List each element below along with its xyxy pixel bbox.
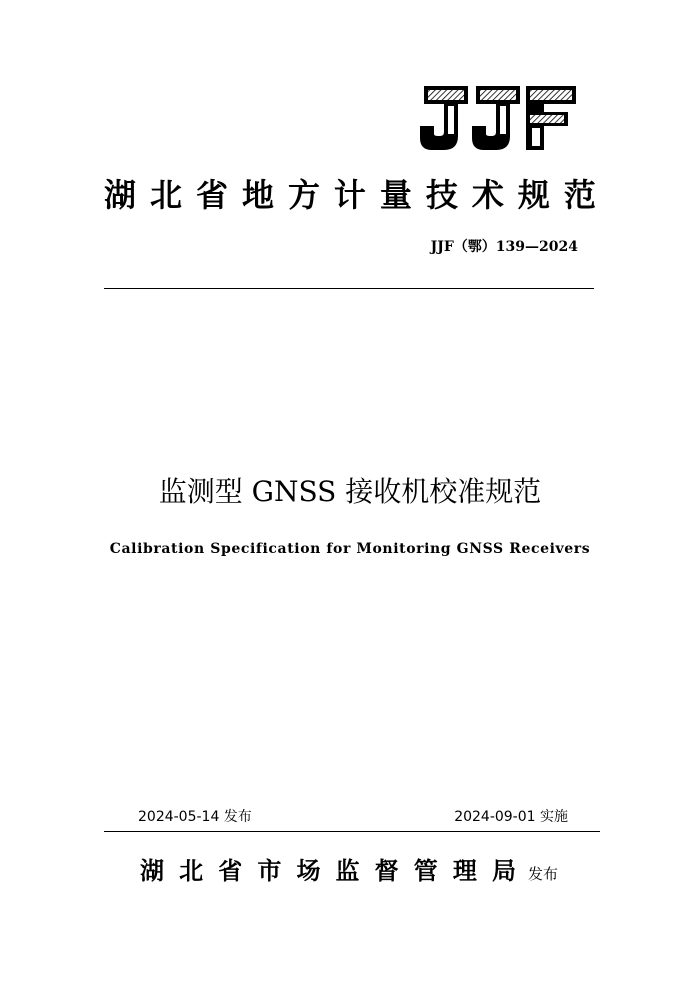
bottom-divider <box>104 831 600 832</box>
issuer-char: 理 <box>452 857 477 885</box>
document-code: JJF（鄂）139—2024 <box>430 239 578 255</box>
jjf-logo <box>418 84 578 152</box>
issuer-line <box>140 851 558 886</box>
document-title-cn: 监测型 GNSS 接收机校准规范 <box>158 475 542 508</box>
issuer-char: 场 <box>296 857 321 885</box>
series-char: 北 <box>149 176 182 214</box>
top-divider <box>104 288 594 289</box>
implementation-date: 2024-09-01 实施 <box>454 809 568 825</box>
series-char: 湖 <box>104 176 137 214</box>
issuer-char: 局 <box>491 857 516 885</box>
series-char: 范 <box>563 176 596 214</box>
series-char: 量 <box>379 176 412 214</box>
issuer-char: 督 <box>374 857 399 885</box>
issuer-char: 市 <box>257 857 282 885</box>
series-char: 省 <box>195 176 228 214</box>
series-char: 规 <box>517 176 550 214</box>
standard-series-title <box>104 168 596 218</box>
series-char: 术 <box>471 176 504 214</box>
issuer-suffix: 发布 <box>528 865 559 883</box>
issuer-name <box>140 851 516 886</box>
series-char: 计 <box>333 176 366 214</box>
issuer-char: 监 <box>335 857 360 885</box>
issuer-char: 省 <box>218 857 243 885</box>
series-char: 方 <box>287 176 320 214</box>
release-date: 2024-05-14 发布 <box>138 809 252 825</box>
series-char: 技 <box>425 176 458 214</box>
series-char: 地 <box>241 176 274 214</box>
document-title-en: Calibration Specification for Monitoring GNSS Receivers <box>109 541 591 557</box>
issuer-char: 北 <box>179 857 204 885</box>
issuer-char: 管 <box>413 857 438 885</box>
issuer-char: 湖 <box>140 857 164 885</box>
